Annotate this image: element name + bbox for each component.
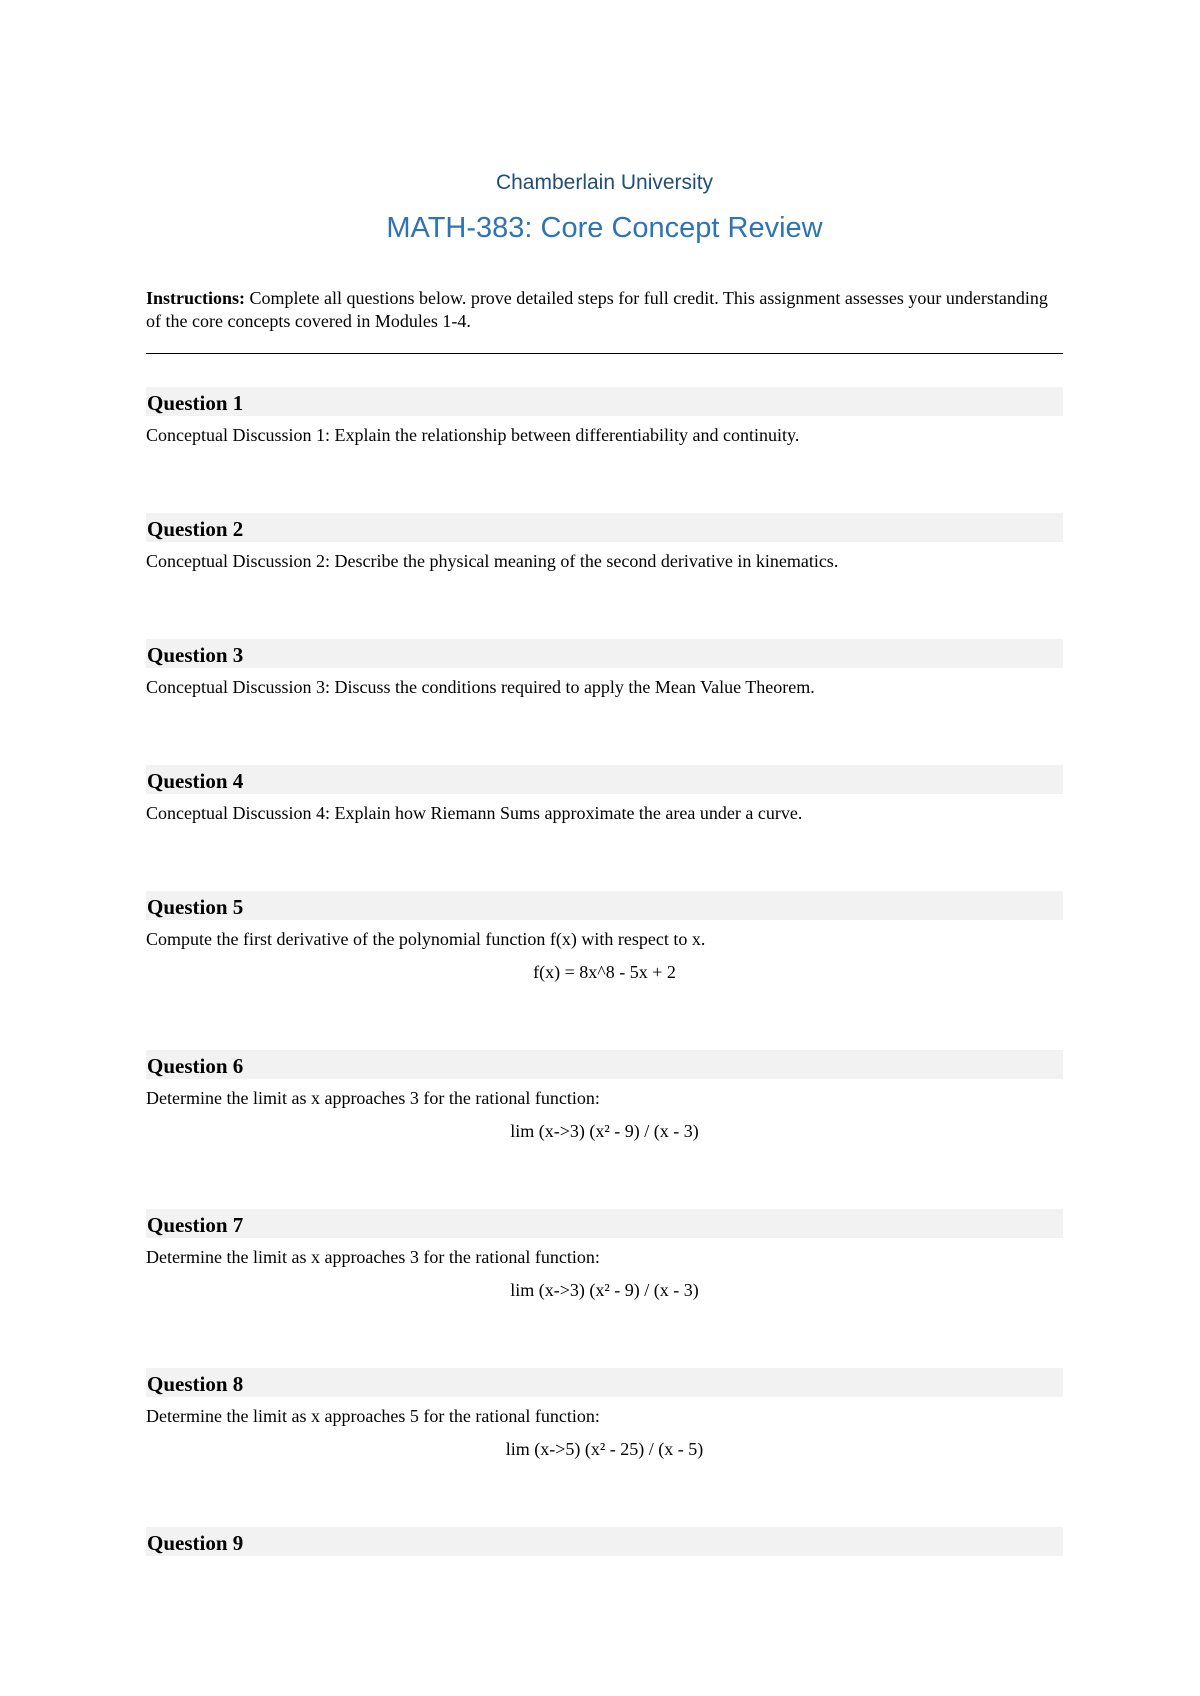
question-heading: Question 9: [146, 1527, 1063, 1556]
question-8: [146, 1368, 1063, 1460]
question-7: [146, 1209, 1063, 1301]
question-text: Determine the limit as x approaches 5 for the rational function:: [146, 1406, 600, 1426]
question-4: [146, 765, 1063, 824]
instructions-text: Complete all questions below. prove detailed steps for full credit. This assignment assesses your understanding of the core concepts covered in Modules 1-4.: [146, 288, 1048, 331]
question-heading: Question 5: [146, 891, 1063, 920]
question-3: [146, 639, 1063, 698]
question-1: [146, 387, 1063, 446]
question-text: Determine the limit as x approaches 3 for the rational function:: [146, 1247, 600, 1267]
question-formula: lim (x->5) (x² - 25) / (x - 5): [505, 1439, 704, 1459]
question-text: Conceptual Discussion 2: Describe the physical meaning of the second derivative in kinematics.: [146, 551, 839, 571]
instructions: [146, 287, 1063, 333]
question-heading: Question 2: [146, 513, 1063, 542]
question-formula: lim (x->3) (x² - 9) / (x - 3): [510, 1280, 699, 1300]
question-text: Compute the first derivative of the polynomial function f(x) with respect to x.: [146, 929, 706, 949]
question-heading: Question 4: [146, 765, 1063, 794]
question-text: Conceptual Discussion 3: Discuss the conditions required to apply the Mean Value Theorem.: [146, 677, 815, 697]
question-text: Conceptual Discussion 4: Explain how Riemann Sums approximate the area under a curve.: [146, 803, 803, 823]
question-9: [146, 1527, 1063, 1556]
question-6: [146, 1050, 1063, 1142]
question-text: Determine the limit as x approaches 3 for the rational function:: [146, 1088, 600, 1108]
question-2: [146, 513, 1063, 572]
university-name: Chamberlain University: [495, 171, 714, 194]
question-5: [146, 891, 1063, 983]
question-heading: Question 7: [146, 1209, 1063, 1238]
question-heading: Question 1: [146, 387, 1063, 416]
question-heading: Question 6: [146, 1050, 1063, 1079]
question-text: Conceptual Discussion 1: Explain the relationship between differentiability and continuity.: [146, 425, 800, 445]
instructions-label: Instructions:: [146, 288, 246, 308]
divider: [146, 353, 1063, 354]
question-formula: lim (x->3) (x² - 9) / (x - 3): [510, 1121, 699, 1141]
course-title: MATH-383: Core Concept Review: [386, 212, 823, 244]
question-formula: f(x) = 8x^8 - 5x + 2: [533, 962, 676, 982]
question-heading: Question 8: [146, 1368, 1063, 1397]
question-heading: Question 3: [146, 639, 1063, 668]
